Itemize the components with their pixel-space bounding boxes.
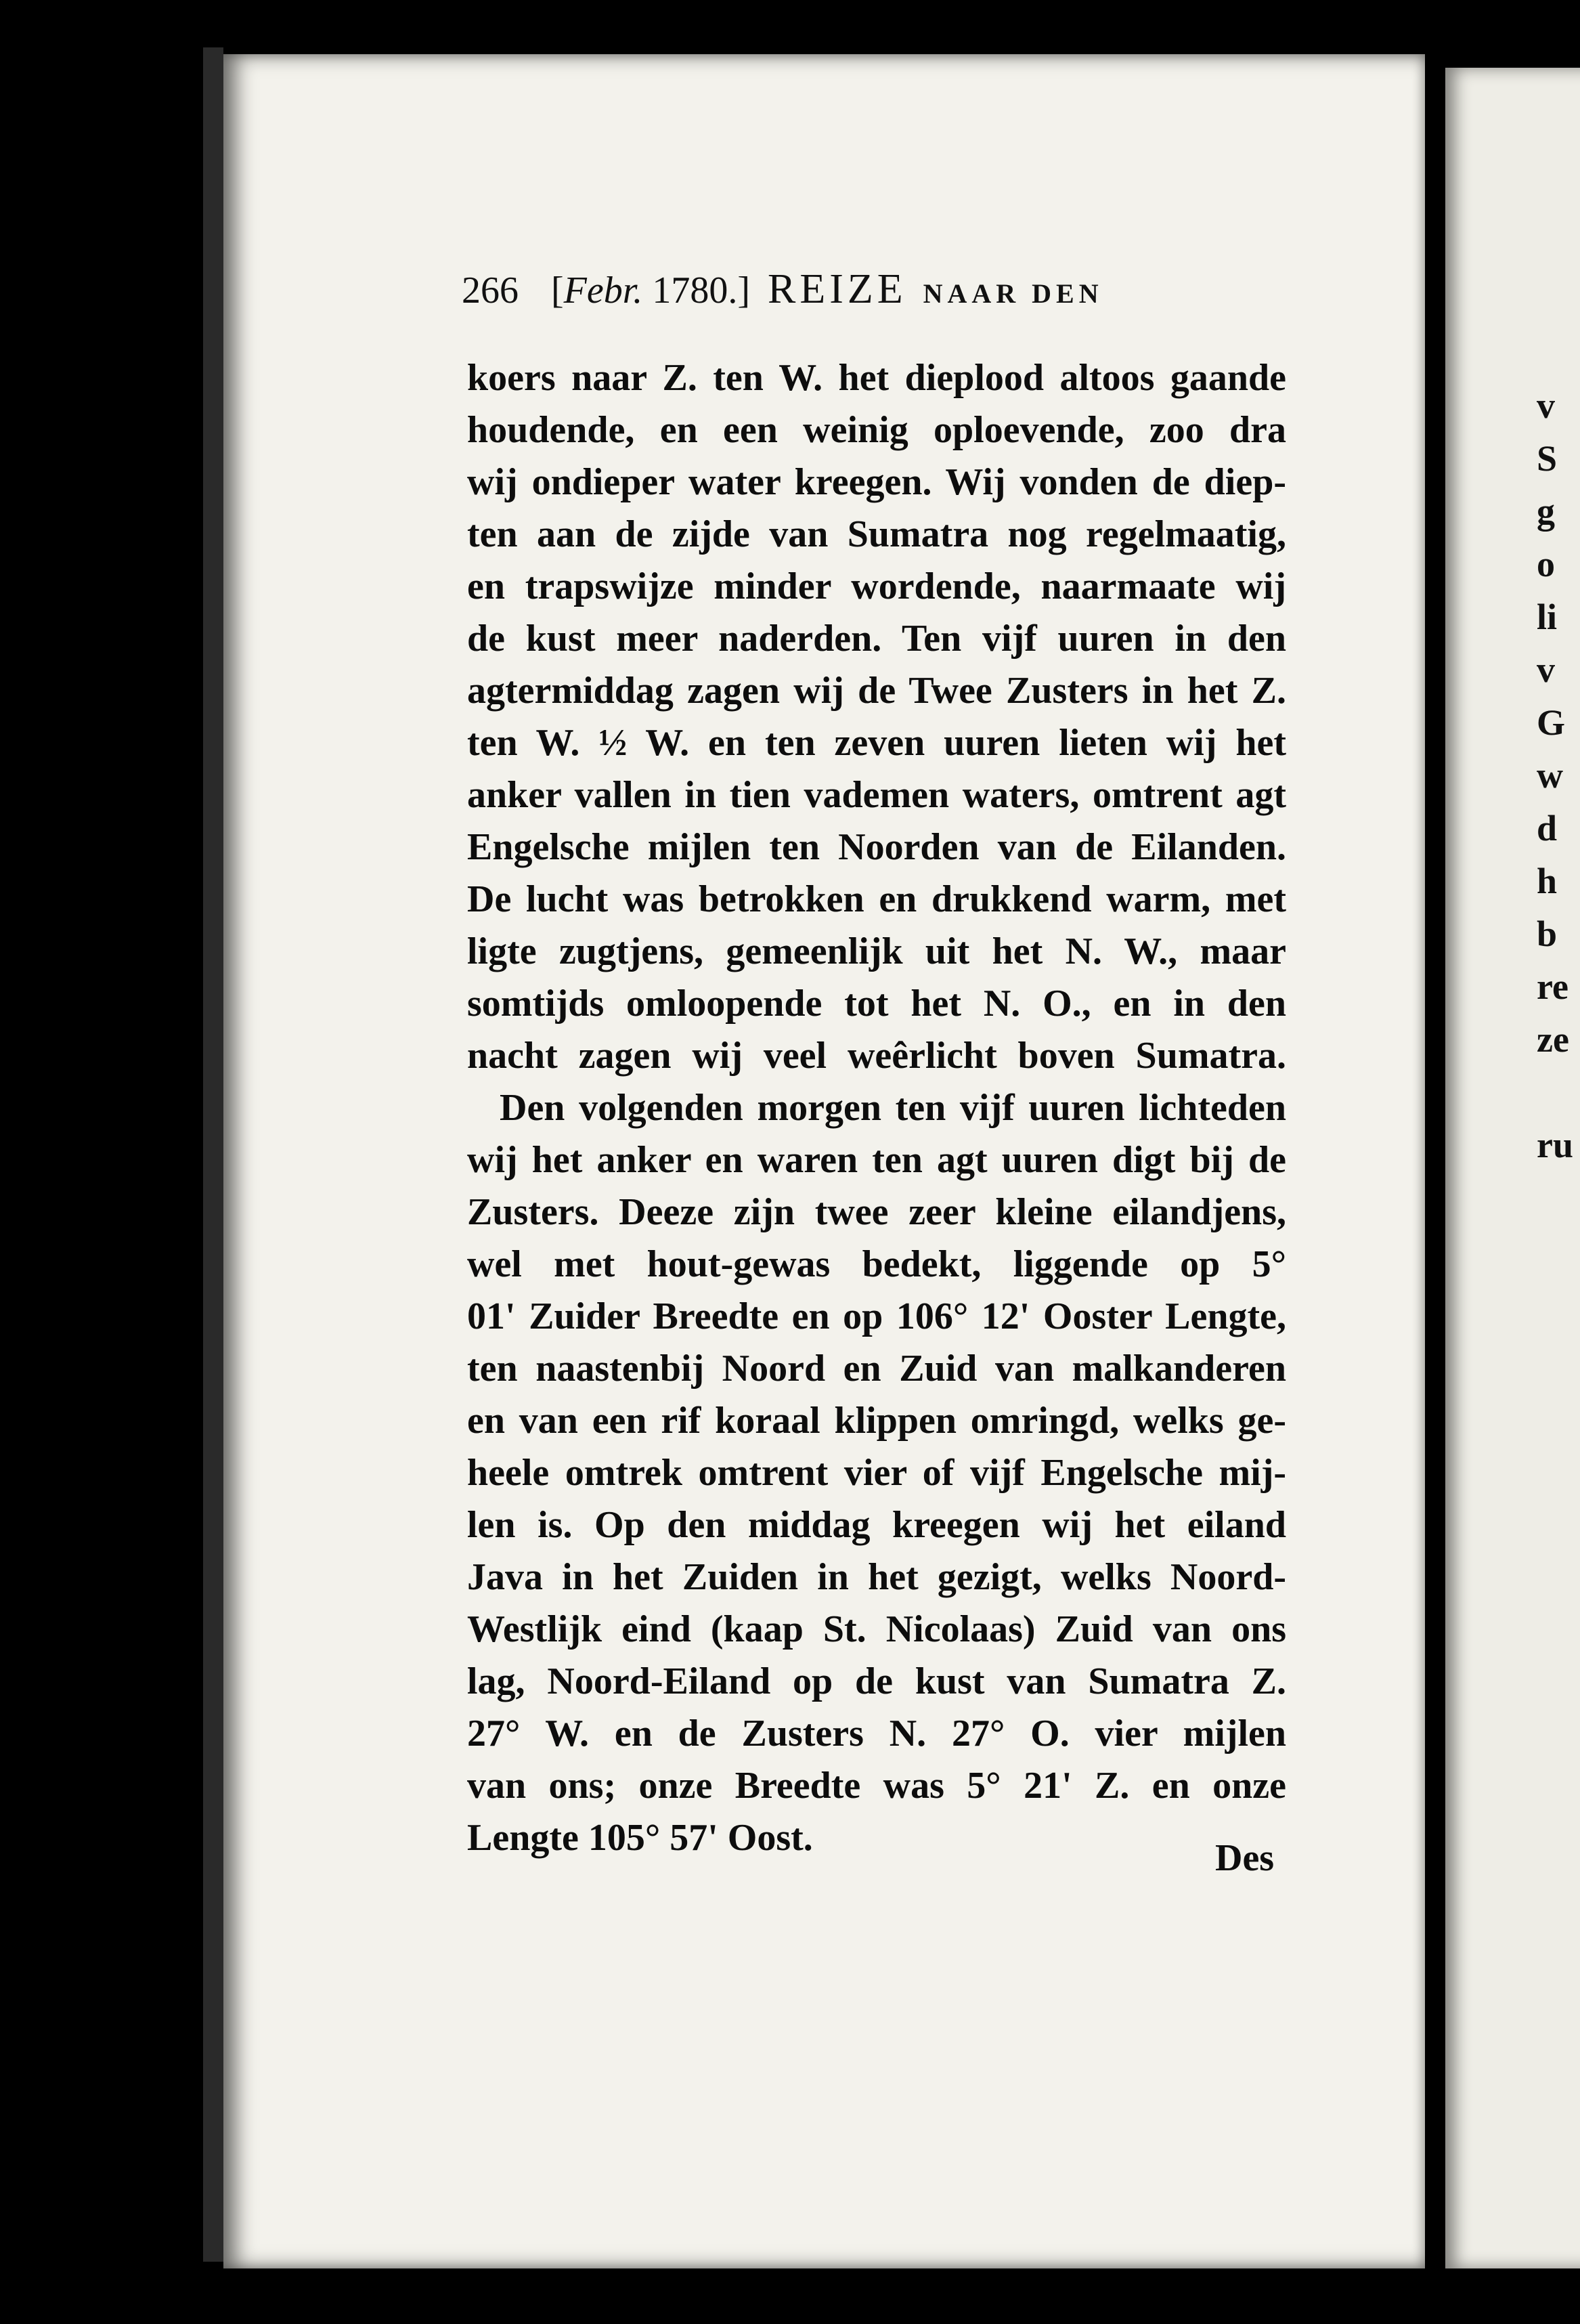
- text-line: 27° W. en de Zusters N. 27° O. vier mijlen: [467, 1713, 1286, 1755]
- text-line: Lengte 105° 57' Oost.: [467, 1817, 813, 1859]
- text-line: wel met hout-gewas bedekt, liggende op 5°: [467, 1243, 1286, 1285]
- text-line: agtermiddag zagen wij de Twee Zusters in het Z.: [467, 670, 1286, 712]
- text-line: heele omtrek omtrent vier of vijf Engelsche mij-: [467, 1452, 1286, 1494]
- text-line: wij ondieper water kreegen. Wij vonden de diep-: [467, 461, 1286, 503]
- text-line: De lucht was betrokken en drukkend warm, met: [467, 878, 1286, 920]
- text-line: len is. Op den middag kreegen wij het eiland: [467, 1504, 1286, 1546]
- text-line: anker vallen in tien vademen waters, omtrent agt: [467, 774, 1286, 816]
- text-line: en trapswijze minder wordende, naarmaate wij: [467, 565, 1286, 607]
- text-line: Den volgenden morgen ten vijf uuren lichteden: [500, 1087, 1286, 1129]
- text-line: ligte zugtjens, gemeenlijk uit het N. W., maar: [467, 930, 1286, 972]
- page-header: [462, 265, 1200, 326]
- text-line: Westlijk eind (kaap St. Nicolaas) Zuid van ons: [467, 1608, 1286, 1650]
- running-title: REIZE: [767, 266, 907, 312]
- text-line: de kust meer naderden. Ten vijf uuren in den: [467, 618, 1286, 660]
- text-line: van ons; onze Breedte was 5° 21' Z. en onze: [467, 1765, 1286, 1807]
- text-line: ten W. ½ W. en ten zeven uuren lieten wij het: [467, 722, 1286, 764]
- text-line: 01' Zuider Breedte en op 106° 12' Ooster Lengte,: [467, 1295, 1286, 1337]
- text-line: Zusters. Deeze zijn twee zeer kleine eilandjens,: [467, 1191, 1286, 1233]
- text-line: wij het anker en waren ten agt uuren digt bij de: [467, 1139, 1286, 1181]
- text-line: en van een rif koraal klippen omringd, welks ge-: [467, 1400, 1286, 1442]
- catchword: Des: [1215, 1837, 1275, 1879]
- text-line: koers naar Z. ten W. het dieplood altoos gaande: [467, 357, 1286, 399]
- facing-page-text-fragment: v S g o li v G w d h b re ze ru: [1537, 385, 1573, 1165]
- binding-gutter: [203, 47, 223, 2262]
- running-title-small: NAAR DEN: [923, 278, 1103, 309]
- text-line: nacht zagen wij veel weêrlicht boven Sumatra.: [467, 1035, 1286, 1077]
- text-line: houdende, en een weinig oploevende, zoo dra: [467, 409, 1286, 451]
- text-line: Java in het Zuiden in het gezigt, welks Noord-: [467, 1556, 1286, 1598]
- page-number: 266: [462, 270, 519, 311]
- text-line: ten naastenbij Noord en Zuid van malkanderen: [467, 1348, 1286, 1390]
- text-line: Engelsche mijlen ten Noorden van de Eilanden.: [467, 826, 1286, 868]
- text-line: lag, Noord-Eiland op de kust van Sumatra Z.: [467, 1660, 1286, 1702]
- header-date: [Febr. 1780.]: [551, 270, 750, 311]
- text-line: somtijds omloopende tot het N. O., en in den: [467, 983, 1286, 1025]
- text-line: ten aan de zijde van Sumatra nog regelmaatig,: [467, 513, 1286, 555]
- body-text: [467, 352, 1286, 1864]
